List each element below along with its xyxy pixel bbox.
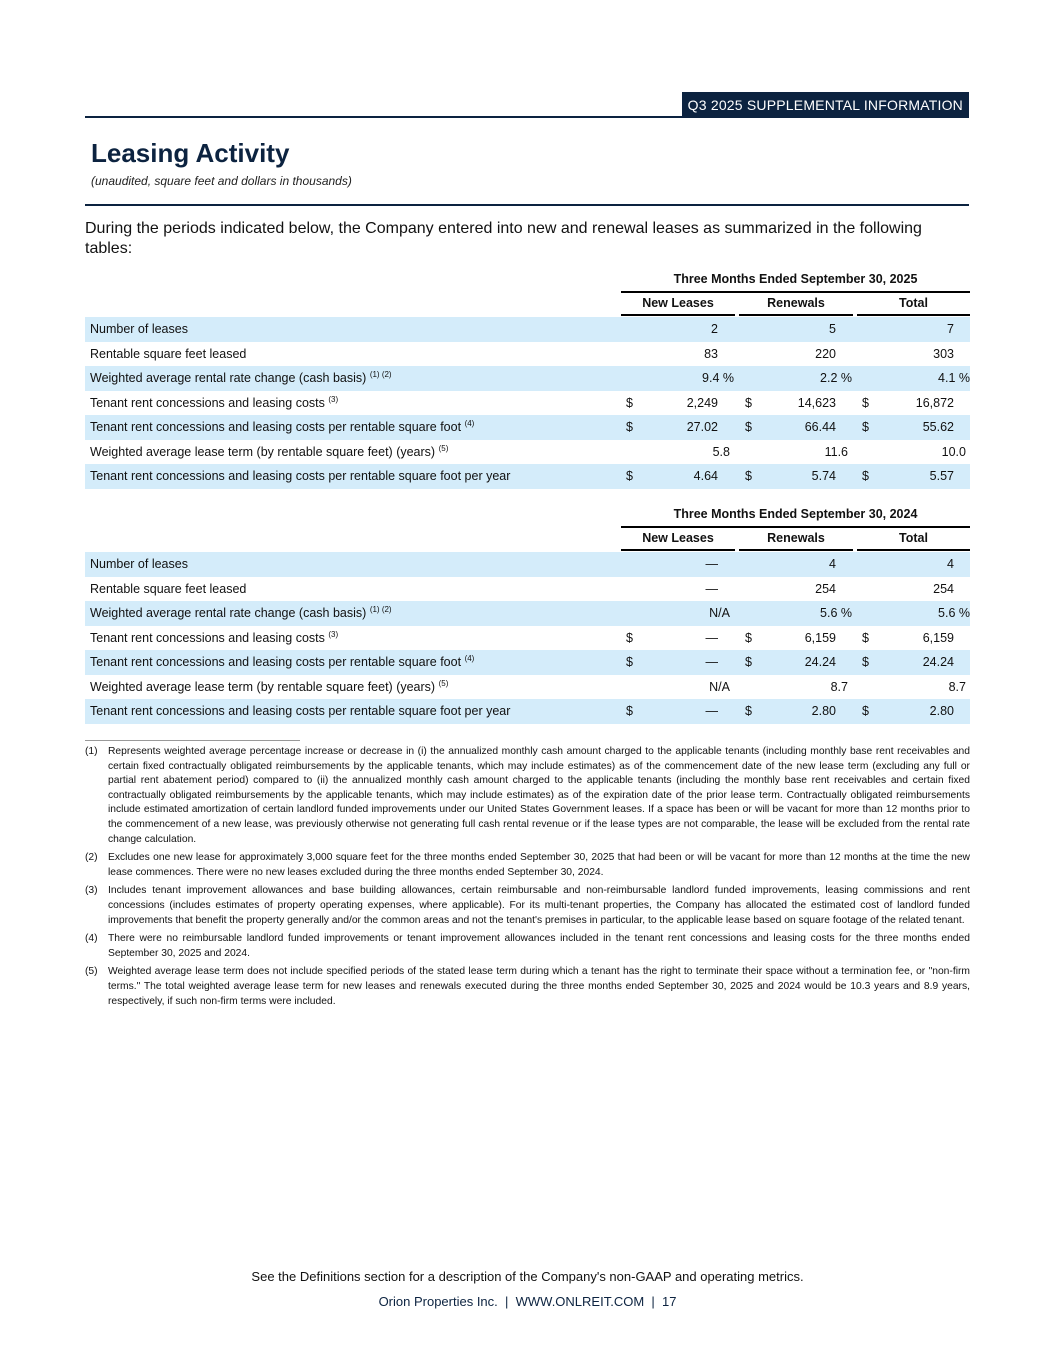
table-cell: 2.2 % (820, 371, 852, 385)
table-cell: — (705, 655, 718, 669)
column-header-rule (621, 549, 735, 551)
row-label (90, 322, 188, 336)
dollar-sign: $ (862, 469, 869, 483)
header-badge: Q3 2025 SUPPLEMENTAL INFORMATION (682, 92, 969, 118)
table-cell: 2,249 (686, 395, 718, 410)
table-cell: 6,159 (804, 630, 836, 645)
column-header-rule (857, 314, 970, 316)
table-row (85, 577, 970, 602)
dollar-sign: $ (745, 420, 752, 434)
table-row (85, 440, 970, 465)
table-row (85, 675, 970, 700)
dollar-sign: $ (626, 704, 633, 718)
dollar-sign: $ (745, 469, 752, 483)
table-cell: 254 (815, 581, 836, 596)
table-row (85, 415, 970, 440)
row-label-text: Tenant rent concessions and leasing costs per rentable square foot per year (90, 704, 511, 718)
footnote-ref: (3) (328, 394, 339, 404)
table-cell: 10.0 (941, 444, 966, 459)
row-label-text: Weighted average rental rate change (cash basis) (90, 371, 367, 385)
footnote-text: Weighted average lease term does not include specified periods of the stated lease term during which a tenant has the right to terminate their space without a termination fee, or "non-firm terms." The total weighted average lease term for new leases and renewals executed during the three months ended September 30, 2025 and 2024 would be 10.3 years and 8.9 years, respectively, if such non-firm terms were included. (108, 966, 970, 1007)
table-cell: 11.6 (824, 444, 848, 459)
table-row (85, 626, 970, 651)
row-label (90, 396, 338, 410)
footnote-ref: (5) (438, 443, 449, 453)
footnote-text: Excludes one new lease for approximately 3,000 square feet for the three months ended September 30, 2025 that had been or will be vacant for more than 12 months at the time the new lease commences. There were no new leases excluded during the three months ended September 30, 2024. (108, 852, 970, 878)
footnote-number: (2) (85, 852, 98, 864)
table-cell: 2.80 (811, 704, 836, 718)
table-cell: 5 (829, 322, 836, 336)
table-cell: 66.44 (804, 420, 836, 434)
footnote-ref: (1) (2) (369, 604, 392, 614)
table-row (85, 391, 970, 416)
column-header-rule (857, 549, 970, 551)
table-cell: 4.1 % (938, 371, 970, 385)
footnote-ref: (5) (438, 678, 449, 688)
table-row (85, 699, 970, 724)
table-row (85, 366, 970, 391)
footnote-ref: (4) (464, 653, 475, 663)
footnote-divider (85, 740, 300, 741)
table-cell: — (705, 630, 718, 645)
page-subtitle: (unaudited, square feet and dollars in thousands) (91, 174, 352, 188)
footnote (85, 851, 970, 880)
row-label-text: Tenant rent concessions and leasing costs (90, 630, 325, 645)
row-label-text: Rentable square feet leased (90, 581, 247, 596)
footnote-text: There were no reimbursable landlord funded improvements or tenant improvement allowances included in the tenant rent concessions and leasing costs for the three months ended September 30, 2025 and 2024. (108, 933, 970, 959)
footnote-ref: (3) (328, 629, 339, 639)
row-label-text: Number of leases (90, 322, 188, 336)
row-label (90, 655, 474, 669)
definitions-note: See the Definitions section for a description of the Company's non-GAAP and operating metrics. (251, 1269, 804, 1284)
table-row (85, 342, 970, 367)
table-cell: 8.7 (830, 679, 848, 694)
dollar-sign: $ (862, 655, 869, 669)
row-label-text: Weighted average lease term (by rentable square feet) (years) (90, 679, 436, 694)
table-cell: 14,623 (797, 395, 836, 410)
row-label (90, 347, 246, 361)
footnote (85, 884, 970, 928)
leasing-table-2025 (85, 272, 970, 492)
dollar-sign: $ (626, 630, 633, 645)
row-label (90, 680, 448, 694)
dollar-sign: $ (626, 395, 633, 410)
row-label-text: Tenant rent concessions and leasing costs per rentable square foot (90, 420, 462, 434)
column-header: Total (899, 296, 928, 310)
table-cell: 5.6 % (938, 606, 970, 620)
table-row (85, 650, 970, 675)
table-cell: N/A (709, 606, 730, 620)
row-label (90, 420, 474, 434)
footnote (85, 745, 970, 847)
table-cell: — (705, 581, 718, 596)
table-title-rule (621, 291, 970, 293)
table-cell: 303 (933, 346, 954, 361)
row-label-text: Number of leases (90, 557, 188, 571)
row-label (90, 704, 510, 718)
row-label-text: Weighted average lease term (by rentable square feet) (years) (90, 444, 436, 459)
table-cell: 254 (933, 581, 954, 596)
table-cell: 2 (711, 322, 718, 336)
footnote-ref: (1) (2) (369, 369, 392, 379)
table-cell: 5.6 % (820, 606, 852, 620)
title-divider (85, 204, 969, 206)
footnote-number: (1) (85, 746, 98, 757)
footnote-number: (5) (85, 966, 98, 978)
row-label (90, 606, 392, 620)
table-cell: 27.02 (686, 420, 718, 434)
table-row (85, 464, 970, 489)
row-label (90, 469, 510, 483)
table-cell: 55.62 (922, 420, 954, 434)
footnote-number: (4) (85, 933, 98, 945)
leasing-table-2024 (85, 507, 970, 727)
column-header-rule (739, 549, 853, 551)
row-label-text: Tenant rent concessions and leasing costs (90, 395, 325, 410)
row-label (90, 631, 338, 645)
row-label-text: Tenant rent concessions and leasing costs per rentable square foot (90, 655, 462, 669)
table-cell: 24.24 (922, 655, 954, 669)
dollar-sign: $ (862, 420, 869, 434)
dollar-sign: $ (745, 655, 752, 669)
footnote-text: Includes tenant improvement allowances and base building allowances, certain reimbursable and non-reimbursable landlord funded improvements, leasing commissions and rent concessions (includes estimates of property operating expenses, where applicable). For its multi-tenant properties, the Company has allocated the estimated cost of landlord funded improvements that benefit the property generally and/or the common areas and not the tenant's premises in particular, to the applicable lease based on square footage of the related tenant. (108, 885, 970, 926)
table-row (85, 601, 970, 626)
row-label-text: Tenant rent concessions and leasing costs per rentable square foot per year (90, 469, 511, 483)
intro-paragraph: During the periods indicated below, the Company entered into new and renewal leases as summarized in the following tables: (85, 220, 922, 257)
company-footer: Orion Properties Inc. | WWW.ONLREIT.COM | 17 (378, 1294, 677, 1309)
row-label (90, 582, 246, 596)
footnote (85, 965, 970, 1009)
dollar-sign: $ (626, 655, 633, 669)
dollar-sign: $ (862, 704, 869, 718)
footnote-ref: (4) (464, 418, 475, 428)
row-label (90, 371, 392, 385)
row-label-text: Rentable square feet leased (90, 346, 247, 361)
table-cell: 4.64 (693, 469, 718, 483)
column-header: New Leases (642, 296, 714, 310)
table-cell: 16,872 (915, 395, 954, 410)
dollar-sign: $ (626, 420, 633, 434)
dollar-sign: $ (862, 630, 869, 645)
page-title: Leasing Activity (91, 138, 290, 168)
table-cell: — (705, 704, 718, 718)
table-cell: 24.24 (804, 655, 836, 669)
footnote-number: (3) (85, 885, 98, 897)
table-period-title: Three Months Ended September 30, 2024 (673, 507, 918, 521)
table-cell: — (705, 557, 718, 571)
table-title-rule (621, 526, 970, 528)
table-cell: 5.74 (811, 469, 836, 483)
row-label-text: Weighted average rental rate change (cash basis) (90, 606, 367, 620)
column-header: Total (899, 531, 928, 545)
table-cell: N/A (709, 679, 730, 694)
column-header-rule (621, 314, 735, 316)
table-cell: 2.80 (929, 704, 954, 718)
table-cell: 4 (947, 557, 954, 571)
dollar-sign: $ (862, 395, 869, 410)
table-row (85, 317, 970, 342)
table-cell: 7 (947, 322, 954, 336)
footnotes (85, 745, 970, 1013)
table-cell: 5.57 (929, 469, 954, 483)
row-label (90, 445, 448, 459)
table-cell: 8.7 (948, 679, 966, 694)
header-bar (85, 92, 969, 118)
column-header: New Leases (642, 531, 714, 545)
dollar-sign: $ (745, 630, 752, 645)
column-header: Renewals (767, 296, 825, 310)
table-cell: 9.4 % (702, 371, 734, 385)
dollar-sign: $ (745, 704, 752, 718)
table-cell: 5.8 (712, 444, 730, 459)
table-cell: 83 (704, 346, 718, 361)
row-label (90, 557, 188, 571)
footnote-text: Represents weighted average percentage increase or decrease in (i) the annualized monthly cash amount charged to the applicable tenants (including monthly base rent receivables and certain fixed contractually obligated reimbursements by the applicable tenants, which may include estimates) as of the commencement date of the new lease term (excluding any full or partial rent abatement period) compared to (ii) the annualized monthly cash amount charged to the applicable tenants (including the monthly base rent receivables and certain fixed contractually obligated reimbursements by the applicable tenants, which may include estimates) as of the expiration date of the prior lease term. Contractually obligated reimbursements include estimated amortization of certain landlord funded improvements under our United States Government leases. If a space has been or will be vacant for more than 12 months prior to the commencement of a new lease, was previously otherwise not generating full cash rental revenue or if the lease types are not comparable, the lease will be excluded from the rental rate change calculation. (108, 746, 970, 845)
table-row (85, 552, 970, 577)
footnote (85, 932, 970, 961)
dollar-sign: $ (745, 395, 752, 410)
table-cell: 220 (815, 346, 836, 361)
table-cell: 6,159 (922, 630, 954, 645)
table-period-title: Three Months Ended September 30, 2025 (673, 272, 918, 286)
dollar-sign: $ (626, 469, 633, 483)
column-header-rule (739, 314, 853, 316)
table-cell: 4 (829, 557, 836, 571)
column-header: Renewals (767, 531, 825, 545)
